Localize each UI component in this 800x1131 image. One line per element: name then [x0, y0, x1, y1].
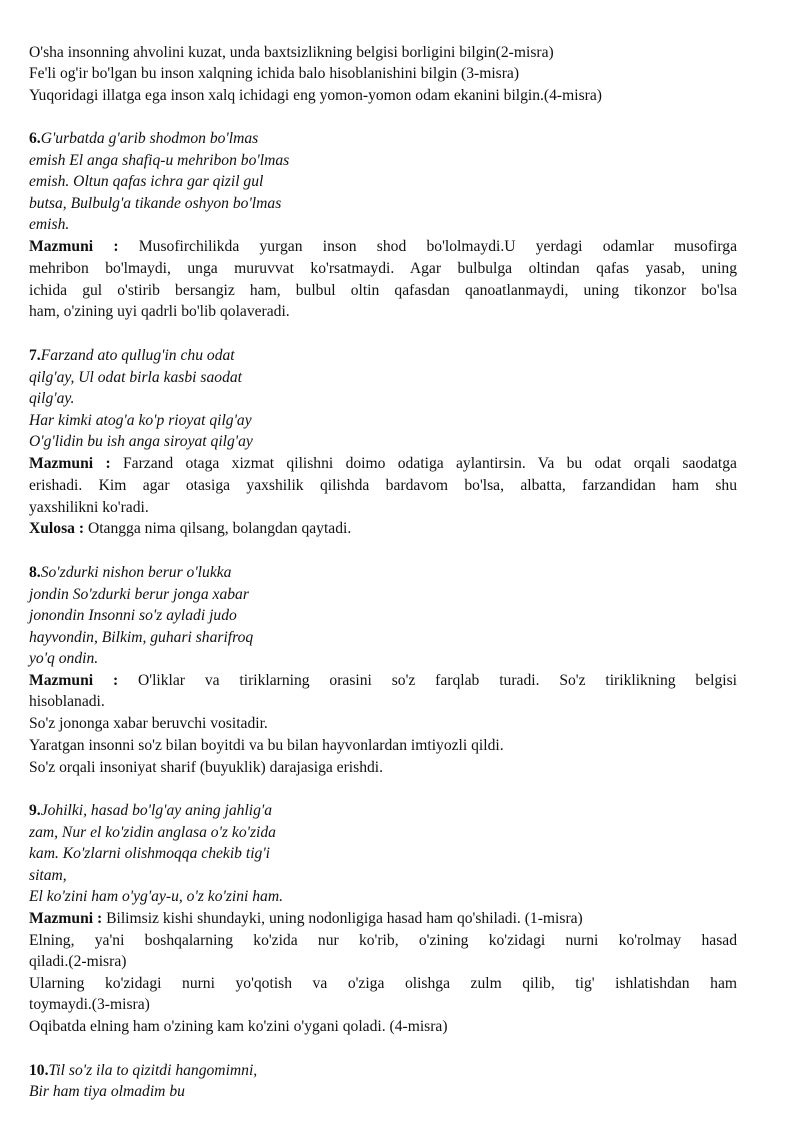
verse-line: qilg'ay, Ul odat birla kasbi saodat — [29, 369, 242, 386]
verse-line: yo'q ondin. — [29, 650, 99, 667]
verse-line: jondin So'zdurki berur jonga xabar — [29, 586, 249, 603]
verse-line: zam, Nur el ko'zidin anglasa o'z ko'zida — [29, 824, 276, 841]
verse-line: 9.Johilki, hasad bo'lg'ay aning jahlig'a — [29, 802, 273, 819]
meaning-line: yaxshilikni ko'radi. — [29, 499, 149, 516]
section-number: 9. — [29, 802, 41, 819]
verse-line: kam. Ko'zlarni olishmoqqa chekib tig'i — [29, 845, 270, 862]
intro-line: Fe'li og'ir bo'lgan bu inson xalqning ichida balo hisoblanishini bilgin (3-misra) — [29, 65, 520, 82]
section-number: 8. — [29, 564, 41, 581]
conclusion-line: Xulosa : Otangga nima qilsang, bolangdan qaytadi. — [29, 520, 352, 537]
meaning-line: qiladi.(2-misra) — [29, 953, 127, 970]
verse-line: emish El anga shafiq-u mehribon bo'lmas — [29, 152, 290, 169]
meaning-line: Mazmuni : Bilimsiz kishi shundayki, uning nodonligiga hasad ham qo'shiladi. (1-misra) — [29, 910, 583, 927]
meaning-line: Elning, ya'ni boshqalarning ko'zida nur ko'rib, o'zining ko'zidagi nurni ko'rolmay hasad — [29, 932, 737, 949]
meaning-line: ichida gul o'stirib bersangiz ham, bulbul oltin qafasdan qanoatlanmaydi, uning tikonzor bo'lsa — [29, 282, 737, 299]
intro-line: O'sha insonning ahvolini kuzat, unda baxtsizlikning belgisi borligini bilgin(2-misra) — [29, 44, 554, 61]
meaning-line: Mazmuni : O'liklar va tiriklarning orasini so'z farqlab turadi. So'z tiriklikning belgisi — [29, 672, 737, 689]
meaning-line: Mazmuni : Farzand otaga xizmat qilishni doimo odatiga aylantirsin. Va bu odat orqali saodatga — [29, 455, 737, 472]
verse-line: emish. — [29, 216, 70, 233]
verse-line: 10.Til so'z ila to qizitdi hangomimni, — [29, 1062, 258, 1079]
verse-line: butsa, Bulbulg'a tikande oshyon bo'lmas — [29, 195, 282, 212]
verse-line: hayvondin, Bilkim, guhari sharifroq — [29, 629, 254, 646]
meaning-line: Yaratgan insonni so'z bilan boyitdi va bu bilan hayvonlardan imtiyozli qildi. — [29, 737, 504, 754]
meaning-line: erishadi. Kim agar otasiga yaxshilik qilishda bardavom bo'lsa, albatta, farzandidan ham shu — [29, 477, 737, 494]
verse-line: 8.So'zdurki nishon berur o'lukka — [29, 564, 232, 581]
verse-line: jonondin Insonni so'z ayladi judo — [29, 607, 237, 624]
verse-line: 6.G'urbatda g'arib shodmon bo'lmas — [29, 130, 259, 147]
mazmuni-label: Mazmuni : — [29, 455, 111, 472]
verse-line: emish. Oltun qafas ichra gar qizil gul — [29, 173, 264, 190]
verse-line: O'g'lidin bu ish anga siroyat qilg'ay — [29, 433, 253, 450]
verse-line: sitam, — [29, 867, 67, 884]
meaning-line: Oqibatda elning ham o'zining kam ko'zini o'ygani qoladi. (4-misra) — [29, 1018, 448, 1035]
meaning-line: So'z jononga xabar beruvchi vositadir. — [29, 715, 268, 732]
section-number: 10. — [29, 1062, 49, 1079]
mazmuni-label: Mazmuni : — [29, 238, 119, 255]
meaning-line: So'z orqali insoniyat sharif (buyuklik) darajasiga erishdi. — [29, 759, 384, 776]
verse-line: qilg'ay. — [29, 390, 75, 407]
verse-line: Bir ham tiya olmadim bu — [29, 1083, 185, 1100]
meaning-line: hisoblanadi. — [29, 693, 105, 710]
mazmuni-label: Mazmuni : — [29, 910, 103, 927]
section-number: 7. — [29, 347, 41, 364]
verse-line: Har kimki atog'a ko'p rioyat qilg'ay — [29, 412, 252, 429]
meaning-line: ham, o'zining uyi qadrli bo'lib qolaveradi. — [29, 303, 290, 320]
intro-line: Yuqoridagi illatga ega inson xalq ichidagi eng yomon-yomon odam ekanini bilgin.(4-misra) — [29, 87, 602, 104]
meaning-line: mehribon bo'lmaydi, unga muruvvat ko'rsatmaydi. Agar bulbulga oltindan qafas yasab, uning — [29, 260, 737, 277]
meaning-line: Mazmuni : Musofirchilikda yurgan inson shod bo'lolmaydi.U yerdagi odamlar musofirga — [29, 238, 737, 255]
section-number: 6. — [29, 130, 41, 147]
meaning-line: toymaydi.(3-misra) — [29, 996, 150, 1013]
verse-line: 7.Farzand ato qullug'in chu odat — [29, 347, 235, 364]
xulosa-label: Xulosa : — [29, 520, 85, 537]
mazmuni-label: Mazmuni : — [29, 672, 119, 689]
verse-line: El ko'zini ham o'yg'ay-u, o'z ko'zini ham. — [29, 888, 284, 905]
meaning-line: Ularning ko'zidagi nurni yo'qotish va o'ziga olishga zulm qilib, tig' ishlatishdan ham — [29, 975, 737, 992]
